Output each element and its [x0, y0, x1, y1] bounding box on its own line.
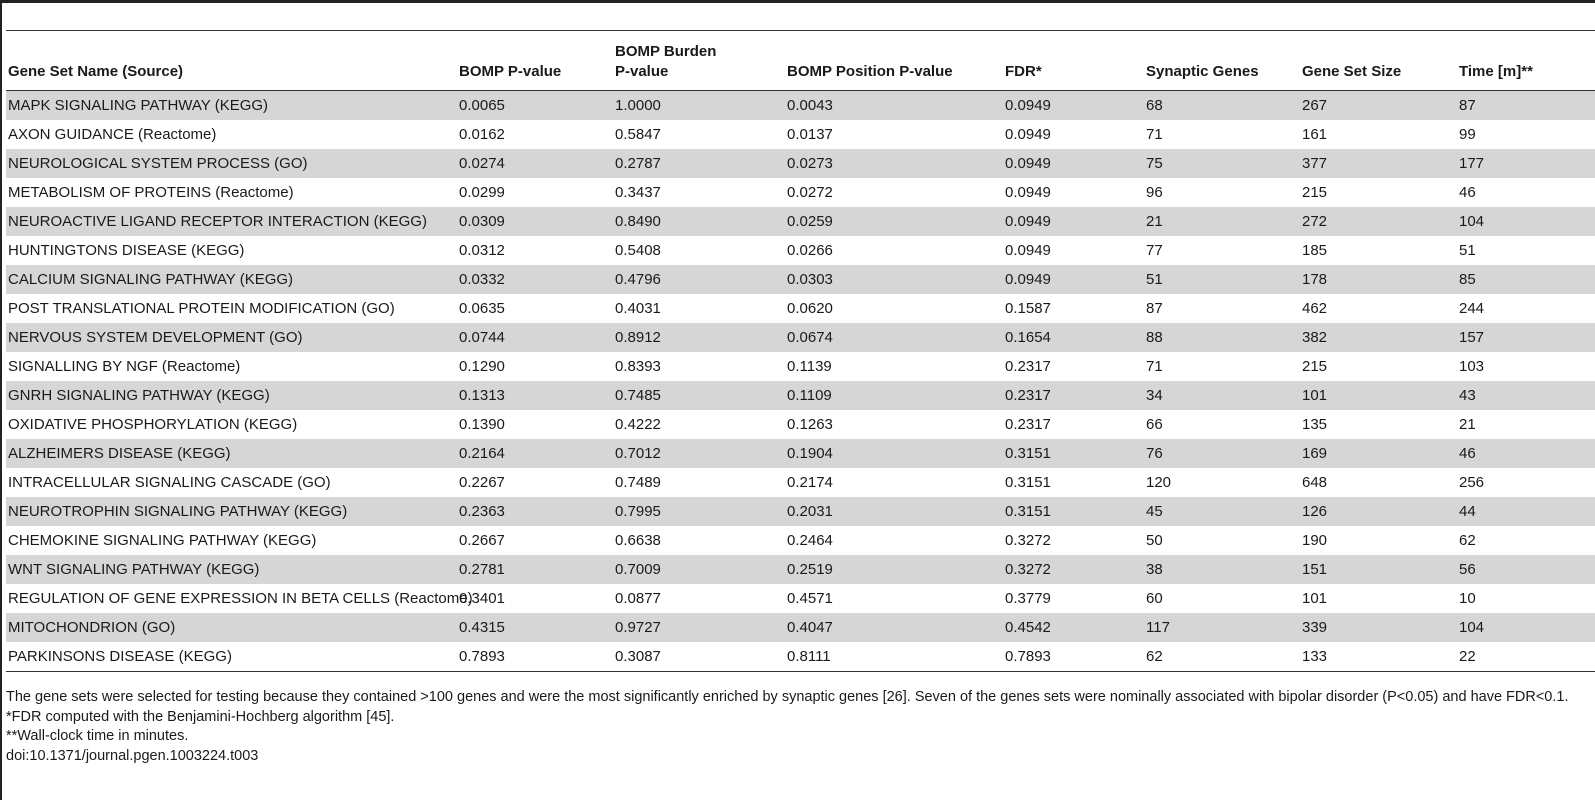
cell-gene-set-size: 185: [1302, 242, 1328, 259]
cell-bomp-p-value: 0.0635: [459, 300, 505, 317]
cell-time-minutes: 51: [1459, 242, 1476, 259]
cell-gene-set-size: 648: [1302, 474, 1328, 491]
gene-set-results-table: [6, 30, 1595, 672]
table-row: [6, 584, 1595, 613]
cell-bomp-p-value: 0.0274: [457, 149, 613, 178]
cell-synaptic-genes: 45: [1144, 497, 1300, 526]
table-row: [6, 410, 1595, 439]
cell-gene-set-size: 101: [1302, 590, 1328, 607]
results-table-container: [6, 30, 1595, 672]
cell-gene-set-size: 101: [1300, 381, 1457, 410]
table-header: [6, 31, 1595, 91]
table-row: [6, 149, 1595, 178]
table-row: [6, 91, 1595, 121]
cell-bomp-burden-p-value: 0.7009: [613, 555, 785, 584]
cell-bomp-position-p-value: 0.0272: [787, 184, 833, 201]
cell-bomp-p-value: 0.4315: [457, 613, 613, 642]
cell-time-minutes: 10: [1459, 590, 1476, 607]
table-row: [6, 642, 1595, 672]
cell-bomp-position-p-value: 0.2519: [785, 555, 1003, 584]
table-row: [6, 265, 1595, 294]
cell-fdr: 0.0949: [1005, 184, 1051, 201]
cell-bomp-burden-p-value: 0.8393: [615, 358, 661, 375]
header-time-minutes: [1457, 31, 1595, 91]
cell-synaptic-genes: 34: [1144, 381, 1300, 410]
table-row: [6, 555, 1595, 584]
cell-gene-set-name: NEUROACTIVE LIGAND RECEPTOR INTERACTION (KEGG): [6, 207, 457, 236]
cell-bomp-burden-p-value: 0.7012: [613, 439, 785, 468]
header-bomp-position-p-value: [785, 31, 1003, 91]
header-text: BOMP Burden: [615, 43, 717, 60]
top-rule: [0, 0, 1595, 3]
cell-bomp-position-p-value: 0.4571: [787, 590, 833, 607]
cell-time-minutes: 22: [1457, 642, 1595, 672]
table-row: [6, 120, 1595, 149]
cell-bomp-position-p-value: 0.2031: [785, 497, 1003, 526]
cell-fdr: 0.0949: [1005, 242, 1051, 259]
cell-gene-set-size: 133: [1300, 642, 1457, 672]
cell-bomp-burden-p-value: 0.4796: [613, 265, 785, 294]
cell-gene-set-name: WNT SIGNALING PATHWAY (KEGG): [6, 555, 457, 584]
cell-time-minutes: 177: [1457, 149, 1595, 178]
cell-gene-set-name: PARKINSONS DISEASE (KEGG): [6, 642, 457, 672]
cell-gene-set-name: INTRACELLULAR SIGNALING CASCADE (GO): [8, 474, 331, 491]
cell-fdr: 0.3151: [1003, 497, 1144, 526]
cell-bomp-burden-p-value: 0.8912: [613, 323, 785, 352]
cell-bomp-position-p-value: 0.4047: [785, 613, 1003, 642]
cell-synaptic-genes: 60: [1146, 590, 1163, 607]
cell-bomp-p-value: 0.1290: [459, 358, 505, 375]
cell-bomp-burden-p-value: 0.0877: [615, 590, 661, 607]
cell-bomp-burden-p-value: 0.5847: [615, 126, 661, 143]
cell-time-minutes: 87: [1457, 91, 1595, 121]
cell-gene-set-size: 377: [1300, 149, 1457, 178]
cell-gene-set-name: GNRH SIGNALING PATHWAY (KEGG): [6, 381, 457, 410]
cell-gene-set-size: 272: [1300, 207, 1457, 236]
cell-gene-set-size: 126: [1300, 497, 1457, 526]
cell-time-minutes: 104: [1457, 613, 1595, 642]
cell-gene-set-name: NERVOUS SYSTEM DEVELOPMENT (GO): [6, 323, 457, 352]
cell-bomp-p-value: 0.2164: [457, 439, 613, 468]
header-text: BOMP P-value: [459, 63, 562, 80]
cell-bomp-p-value: 0.0332: [457, 265, 613, 294]
cell-synaptic-genes: 87: [1146, 300, 1163, 317]
cell-synaptic-genes: 76: [1144, 439, 1300, 468]
header-text: FDR*: [1005, 63, 1042, 80]
cell-synaptic-genes: 71: [1146, 126, 1163, 143]
cell-bomp-position-p-value: 0.0259: [785, 207, 1003, 236]
cell-gene-set-name: HUNTINGTONS DISEASE (KEGG): [8, 242, 245, 259]
cell-bomp-position-p-value: 0.0266: [787, 242, 833, 259]
footnote-time: **Wall-clock time in minutes.: [6, 728, 189, 744]
cell-fdr: 0.2317: [1005, 358, 1051, 375]
cell-bomp-p-value: 0.0312: [459, 242, 505, 259]
cell-gene-set-name: MITOCHONDRION (GO): [6, 613, 457, 642]
table-row: [6, 207, 1595, 236]
cell-gene-set-name: MAPK SIGNALING PATHWAY (KEGG): [6, 91, 457, 121]
cell-time-minutes: 43: [1457, 381, 1595, 410]
cell-fdr: 0.0949: [1003, 149, 1144, 178]
cell-gene-set-name: ALZHEIMERS DISEASE (KEGG): [6, 439, 457, 468]
cell-synaptic-genes: 21: [1144, 207, 1300, 236]
cell-bomp-position-p-value: 0.0043: [785, 91, 1003, 121]
cell-fdr: 0.2317: [1003, 381, 1144, 410]
cell-time-minutes: 44: [1457, 497, 1595, 526]
cell-bomp-burden-p-value: 0.3087: [613, 642, 785, 672]
cell-bomp-position-p-value: 0.1904: [785, 439, 1003, 468]
header-synaptic-genes: [1144, 31, 1300, 91]
cell-time-minutes: 56: [1457, 555, 1595, 584]
table-row: [6, 613, 1595, 642]
table-row: [6, 323, 1595, 352]
cell-gene-set-size: 169: [1300, 439, 1457, 468]
table-row: [6, 352, 1595, 381]
cell-gene-set-name: CHEMOKINE SIGNALING PATHWAY (KEGG): [8, 532, 317, 549]
cell-time-minutes: 99: [1459, 126, 1476, 143]
header-row: [6, 31, 1595, 91]
cell-gene-set-name: CALCIUM SIGNALING PATHWAY (KEGG): [6, 265, 457, 294]
cell-time-minutes: 85: [1457, 265, 1595, 294]
cell-gene-set-name: OXIDATIVE PHOSPHORYLATION (KEGG): [8, 416, 298, 433]
cell-synaptic-genes: 117: [1144, 613, 1300, 642]
cell-bomp-burden-p-value: 0.4222: [615, 416, 661, 433]
table-row: [6, 497, 1595, 526]
cell-bomp-burden-p-value: 1.0000: [613, 91, 785, 121]
cell-gene-set-size: 382: [1300, 323, 1457, 352]
table-row: [6, 468, 1595, 497]
cell-bomp-position-p-value: 0.0303: [785, 265, 1003, 294]
cell-fdr: 0.4542: [1003, 613, 1144, 642]
cell-gene-set-name: AXON GUIDANCE (Reactome): [8, 126, 217, 143]
header-text: BOMP Position P-value: [787, 63, 953, 80]
cell-bomp-burden-p-value: 0.4031: [615, 300, 661, 317]
cell-fdr: 0.3151: [1003, 439, 1144, 468]
cell-fdr: 0.2317: [1005, 416, 1051, 433]
cell-gene-set-name: SIGNALLING BY NGF (Reactome): [8, 358, 241, 375]
cell-time-minutes: 46: [1457, 439, 1595, 468]
cell-bomp-position-p-value: 0.2174: [787, 474, 833, 491]
cell-bomp-position-p-value: 0.0620: [787, 300, 833, 317]
left-frame-border: [0, 0, 2, 800]
table-row: [6, 236, 1595, 265]
cell-bomp-burden-p-value: 0.7485: [613, 381, 785, 410]
cell-bomp-p-value: 0.0744: [457, 323, 613, 352]
cell-bomp-burden-p-value: 0.7995: [613, 497, 785, 526]
cell-time-minutes: 46: [1459, 184, 1476, 201]
cell-time-minutes: 104: [1457, 207, 1595, 236]
header-gene-set-name: [6, 31, 457, 91]
cell-fdr: 0.0949: [1003, 207, 1144, 236]
cell-bomp-burden-p-value: 0.5408: [615, 242, 661, 259]
cell-synaptic-genes: 77: [1146, 242, 1163, 259]
header-text: Gene Set Size: [1302, 63, 1402, 80]
cell-gene-set-name: NEUROLOGICAL SYSTEM PROCESS (GO): [6, 149, 457, 178]
cell-time-minutes: 21: [1459, 416, 1476, 433]
cell-gene-set-size: 161: [1302, 126, 1328, 143]
cell-time-minutes: 103: [1459, 358, 1485, 375]
header-fdr: [1003, 31, 1144, 91]
cell-bomp-position-p-value: 0.1139: [787, 358, 832, 375]
cell-bomp-p-value: 0.7893: [457, 642, 613, 672]
cell-bomp-p-value: 0.0162: [459, 126, 505, 143]
footnote-fdr: *FDR computed with the Benjamini-Hochberg algorithm [45].: [6, 708, 395, 725]
cell-bomp-position-p-value: 0.2464: [787, 532, 833, 549]
cell-gene-set-size: 267: [1300, 91, 1457, 121]
cell-fdr: 0.7893: [1003, 642, 1144, 672]
footnote-description: The gene sets were selected for testing because they contained >100 genes and were the most significantly enriched by synaptic genes [26]. Seven of the genes sets were nominally associated with bipolar disorder (P<0.05) and have FDR<0.1.: [6, 689, 1569, 705]
cell-gene-set-size: 215: [1302, 358, 1328, 375]
cell-bomp-burden-p-value: 0.6638: [615, 532, 661, 549]
header-text: Time [m]**: [1459, 63, 1533, 80]
cell-bomp-p-value: 0.0309: [457, 207, 613, 236]
cell-synaptic-genes: 51: [1144, 265, 1300, 294]
cell-bomp-burden-p-value: 0.9727: [613, 613, 785, 642]
cell-time-minutes: 244: [1459, 300, 1485, 317]
cell-gene-set-size: 190: [1302, 532, 1328, 549]
cell-bomp-position-p-value: 0.0137: [787, 126, 833, 143]
header-text: P-value: [615, 63, 669, 80]
cell-fdr: 0.1587: [1005, 300, 1051, 317]
cell-bomp-p-value: 0.2667: [459, 532, 505, 549]
table-row: [6, 178, 1595, 207]
header-gene-set-size: [1300, 31, 1457, 91]
cell-bomp-burden-p-value: 0.7489: [615, 474, 661, 491]
cell-synaptic-genes: 62: [1144, 642, 1300, 672]
cell-bomp-p-value: 0.0065: [457, 91, 613, 121]
cell-synaptic-genes: 66: [1146, 416, 1163, 433]
cell-time-minutes: 62: [1459, 532, 1476, 549]
table-row: [6, 381, 1595, 410]
cell-synaptic-genes: 50: [1146, 532, 1163, 549]
cell-gene-set-size: 135: [1302, 416, 1328, 433]
cell-synaptic-genes: 68: [1144, 91, 1300, 121]
cell-synaptic-genes: 38: [1144, 555, 1300, 584]
cell-gene-set-size: 178: [1300, 265, 1457, 294]
header-bomp-p-value: [457, 31, 613, 91]
cell-gene-set-size: 151: [1300, 555, 1457, 584]
cell-gene-set-name: REGULATION OF GENE EXPRESSION IN BETA CELLS (Reactome): [8, 590, 473, 607]
cell-gene-set-name: NEUROTROPHIN SIGNALING PATHWAY (KEGG): [6, 497, 457, 526]
table-row: [6, 526, 1595, 555]
header-text: Gene Set Name (Source): [8, 63, 184, 80]
cell-time-minutes: 256: [1459, 474, 1485, 491]
cell-gene-set-size: 339: [1300, 613, 1457, 642]
cell-synaptic-genes: 71: [1146, 358, 1163, 375]
header-bomp-burden-p-value: [613, 31, 785, 91]
cell-synaptic-genes: 96: [1146, 184, 1163, 201]
cell-bomp-p-value: 0.2781: [457, 555, 613, 584]
cell-time-minutes: 157: [1457, 323, 1595, 352]
cell-fdr: 0.0949: [1005, 126, 1051, 143]
cell-fdr: 0.3151: [1005, 474, 1051, 491]
cell-bomp-p-value: 0.2363: [457, 497, 613, 526]
footnote-doi: doi:10.1371/journal.pgen.1003224.t003: [6, 747, 259, 764]
table-body: [6, 91, 1595, 672]
cell-bomp-p-value: 0.2267: [459, 474, 505, 491]
cell-bomp-burden-p-value: 0.2787: [613, 149, 785, 178]
cell-synaptic-genes: 75: [1144, 149, 1300, 178]
cell-bomp-p-value: 0.3401: [459, 590, 505, 607]
cell-bomp-position-p-value: 0.0674: [785, 323, 1003, 352]
cell-bomp-position-p-value: 0.1109: [785, 381, 1003, 410]
cell-bomp-burden-p-value: 0.8490: [613, 207, 785, 236]
cell-bomp-position-p-value: 0.8111: [785, 642, 1003, 672]
cell-fdr: 0.0949: [1003, 265, 1144, 294]
cell-bomp-p-value: 0.1313: [457, 381, 613, 410]
cell-gene-set-name: METABOLISM OF PROTEINS (Reactome): [8, 184, 294, 201]
header-text: Synaptic Genes: [1146, 63, 1259, 80]
cell-bomp-position-p-value: 0.1263: [787, 416, 833, 433]
table-row: [6, 439, 1595, 468]
cell-gene-set-name: POST TRANSLATIONAL PROTEIN MODIFICATION (GO): [8, 300, 395, 317]
cell-fdr: 0.3272: [1003, 555, 1144, 584]
cell-fdr: 0.0949: [1003, 91, 1144, 121]
cell-fdr: 0.3272: [1005, 532, 1051, 549]
cell-bomp-p-value: 0.1390: [459, 416, 505, 433]
cell-bomp-burden-p-value: 0.3437: [615, 184, 661, 201]
cell-fdr: 0.1654: [1003, 323, 1144, 352]
table-footnotes: [6, 688, 1591, 766]
cell-synaptic-genes: 88: [1144, 323, 1300, 352]
cell-synaptic-genes: 120: [1146, 474, 1172, 491]
cell-gene-set-size: 215: [1302, 184, 1328, 201]
cell-gene-set-size: 462: [1302, 300, 1328, 317]
cell-fdr: 0.3779: [1005, 590, 1051, 607]
cell-bomp-position-p-value: 0.0273: [785, 149, 1003, 178]
cell-bomp-p-value: 0.0299: [459, 184, 505, 201]
table-row: [6, 294, 1595, 323]
